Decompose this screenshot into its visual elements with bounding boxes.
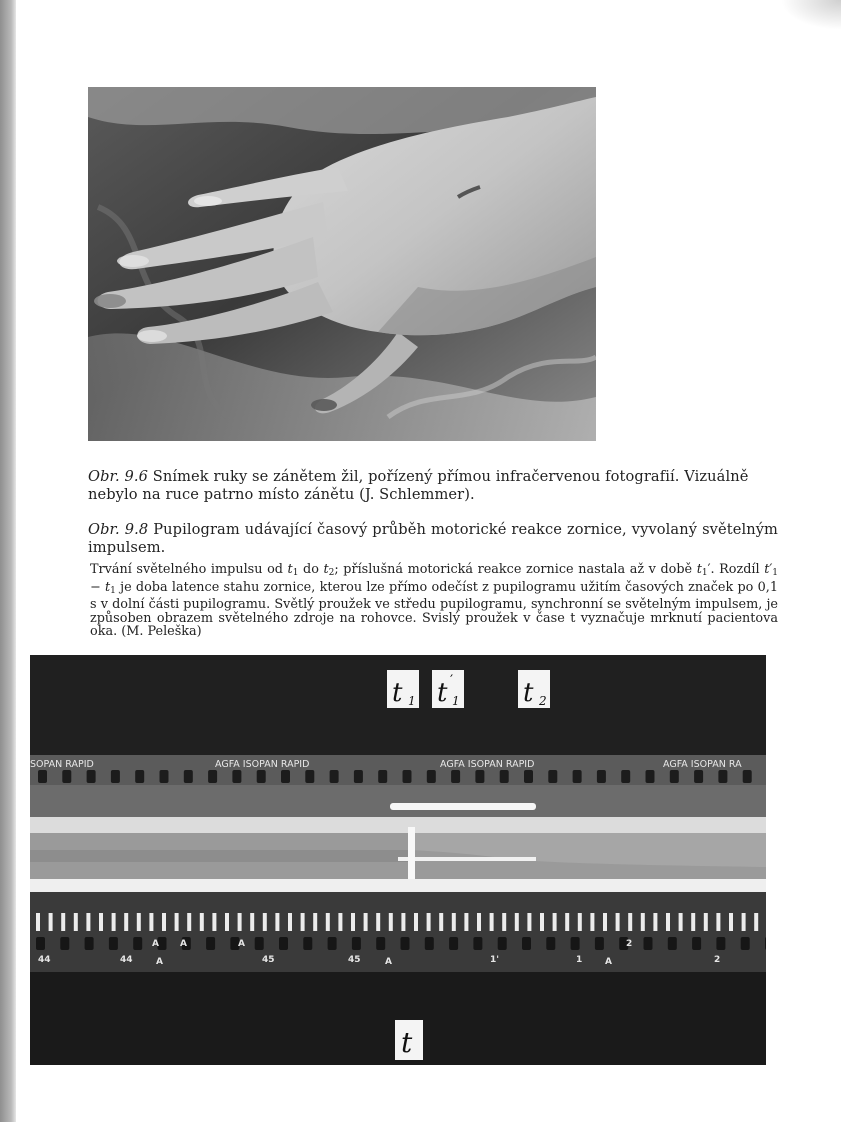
sprocket-hole bbox=[427, 770, 436, 783]
time-mark bbox=[515, 913, 519, 931]
sprocket-hole bbox=[670, 770, 679, 783]
frame-code: A bbox=[152, 939, 159, 949]
note-sub: 2 bbox=[328, 568, 335, 578]
sprocket-hole bbox=[500, 770, 509, 783]
time-mark bbox=[376, 913, 380, 931]
sprocket-hole bbox=[716, 937, 725, 950]
time-mark bbox=[137, 913, 141, 931]
frame-code: 44 bbox=[38, 955, 51, 965]
note-diff-mid: − t bbox=[90, 579, 111, 595]
sprocket-hole bbox=[548, 770, 557, 783]
time-mark bbox=[729, 913, 733, 931]
lower-timing-strip bbox=[30, 892, 766, 972]
time-mark bbox=[666, 913, 670, 931]
time-mark bbox=[351, 913, 355, 931]
sprocket-hole bbox=[208, 770, 217, 783]
time-mark bbox=[275, 913, 279, 931]
frame-code: A bbox=[605, 957, 612, 967]
time-mark bbox=[225, 913, 229, 931]
sprocket-hole bbox=[87, 770, 96, 783]
time-mark bbox=[754, 913, 758, 931]
sprocket-hole bbox=[111, 770, 120, 783]
time-mark bbox=[326, 913, 330, 931]
pupilogram-graphic bbox=[30, 655, 766, 1065]
time-mark bbox=[653, 913, 657, 931]
sprocket-hole bbox=[206, 937, 215, 950]
sprocket-hole bbox=[741, 937, 750, 950]
frame-code: 1' bbox=[490, 955, 500, 965]
frame-code: A bbox=[385, 957, 392, 967]
sprocket-hole bbox=[765, 937, 766, 950]
figure-9-8-caption-text: Pupilogram udávající časový průběh motorické reakce zornice, vyvolaný světelným impulsem. bbox=[88, 521, 778, 556]
time-mark bbox=[452, 913, 456, 931]
time-mark bbox=[212, 913, 216, 931]
time-mark bbox=[679, 913, 683, 931]
hand-infrared-photo bbox=[88, 87, 596, 441]
time-mark bbox=[742, 913, 746, 931]
sprocket-hole bbox=[451, 770, 460, 783]
time-mark bbox=[99, 913, 103, 931]
time-mark bbox=[49, 913, 53, 931]
time-mark bbox=[124, 913, 128, 931]
sprocket-hole bbox=[279, 937, 288, 950]
sprocket-hole bbox=[232, 770, 241, 783]
note-prime: ′ bbox=[707, 562, 711, 577]
time-mark bbox=[439, 913, 443, 931]
frame-code: 45 bbox=[262, 955, 275, 965]
sprocket-hole bbox=[378, 770, 387, 783]
marker-t1-prime-sub: 1 bbox=[452, 694, 460, 708]
sprocket-hole bbox=[498, 937, 507, 950]
figure-9-8-note bbox=[90, 563, 778, 639]
time-mark bbox=[313, 913, 317, 931]
figure-9-8-label: Obr. 9.8 bbox=[88, 521, 149, 538]
sprocket-hole bbox=[281, 770, 290, 783]
marker-t2-sub: 2 bbox=[539, 694, 547, 708]
film-edge-label-2: AGFA ISOPAN RAPID bbox=[215, 759, 310, 770]
note-text: Trvání světelného impulsu od bbox=[90, 562, 288, 577]
sprocket-hole bbox=[184, 770, 193, 783]
time-mark bbox=[162, 913, 166, 931]
time-mark bbox=[691, 913, 695, 931]
figure-9-6-caption-line2: nebylo na ruce patrno místo zánětu (J. Schlemmer). bbox=[88, 486, 475, 503]
time-mark bbox=[61, 913, 65, 931]
time-mark bbox=[414, 913, 418, 931]
time-mark bbox=[288, 913, 292, 931]
film-edge-label-3: AGFA ISOPAN RAPID bbox=[440, 759, 535, 770]
time-mark bbox=[149, 913, 153, 931]
note-text: je doba latence stahu zornice, kterou lze přímo odečíst z pupilogramu užitím časových značek po 0,1 s v dolní části pupilogramu. Světlý proužek ve středu pupilogramu, synchronní se světelným impulsem, je způsoben obrazem světelného zdroje na rohovce. Svislý proužek v čase t vyznačuje mrknutí pacientova oka. (M. Peleška) bbox=[90, 579, 778, 639]
sprocket-hole bbox=[597, 770, 606, 783]
time-mark bbox=[565, 913, 569, 931]
film-edge-label-4: AGFA ISOPAN RA bbox=[663, 759, 742, 770]
time-mark bbox=[477, 913, 481, 931]
time-mark bbox=[603, 913, 607, 931]
time-mark bbox=[200, 913, 204, 931]
figure-9-6-caption bbox=[88, 468, 778, 504]
sprocket-hole bbox=[85, 937, 94, 950]
figure-9-6-label: Obr. 9.6 bbox=[88, 468, 148, 485]
time-mark bbox=[540, 913, 544, 931]
time-mark bbox=[502, 913, 506, 931]
note-text: . bbox=[710, 562, 715, 577]
marker-t2: t bbox=[523, 678, 534, 708]
sprocket-hole bbox=[546, 937, 555, 950]
note-sub: 1 bbox=[110, 585, 116, 596]
sprocket-hole bbox=[743, 770, 752, 783]
note-sub: 1 bbox=[292, 568, 299, 578]
sprocket-hole bbox=[692, 937, 701, 950]
sprocket-hole bbox=[524, 770, 533, 783]
scan-corner-shadow bbox=[781, 0, 841, 30]
sprocket-hole bbox=[257, 770, 266, 783]
time-mark bbox=[578, 913, 582, 931]
sprocket-hole bbox=[135, 770, 144, 783]
frame-code: A bbox=[180, 939, 187, 949]
time-mark bbox=[338, 913, 342, 931]
time-mark bbox=[263, 913, 267, 931]
hand-photo-graphic bbox=[88, 87, 596, 441]
note-text: do bbox=[298, 562, 324, 577]
figure-9-6-caption-line1: Snímek ruky se zánětem žil, pořízený přímou infračervenou fotografií. Vizuálně bbox=[152, 468, 749, 485]
note-diff-expr: t′ bbox=[764, 562, 773, 577]
sprocket-hole bbox=[38, 770, 47, 783]
marker-t1-prime: t bbox=[437, 678, 448, 708]
time-mark bbox=[616, 913, 620, 931]
sprocket-hole bbox=[668, 937, 677, 950]
time-mark bbox=[527, 913, 531, 931]
time-mark bbox=[628, 913, 632, 931]
sprocket-hole bbox=[646, 770, 655, 783]
sprocket-hole bbox=[573, 770, 582, 783]
time-mark bbox=[553, 913, 557, 931]
time-mark bbox=[464, 913, 468, 931]
note-var-t2: t bbox=[323, 562, 329, 577]
light-stimulus-bar bbox=[390, 803, 536, 810]
sprocket-hole bbox=[305, 770, 314, 783]
sprocket-hole bbox=[328, 937, 337, 950]
frame-code: A bbox=[156, 957, 163, 967]
time-mark bbox=[86, 913, 90, 931]
sprocket-hole bbox=[403, 770, 412, 783]
note-text: Rozdíl bbox=[719, 562, 765, 577]
sprocket-hole bbox=[376, 937, 385, 950]
marker-t1-sub: 1 bbox=[408, 694, 416, 708]
time-mark bbox=[112, 913, 116, 931]
time-mark bbox=[238, 913, 242, 931]
frame-code: A bbox=[238, 939, 245, 949]
figure-9-8-caption bbox=[88, 521, 778, 557]
frame-code: 2 bbox=[714, 955, 721, 965]
frame-code: 1 bbox=[576, 955, 583, 965]
time-mark bbox=[401, 913, 405, 931]
film-edge-label-1: SOPAN RAPID bbox=[30, 759, 94, 770]
sprocket-hole bbox=[303, 937, 312, 950]
note-var-t1: t bbox=[287, 562, 293, 577]
frame-code: 2 bbox=[626, 939, 633, 949]
time-mark bbox=[427, 913, 431, 931]
time-mark bbox=[74, 913, 78, 931]
sprocket-hole bbox=[401, 937, 410, 950]
time-mark bbox=[175, 913, 179, 931]
sprocket-hole bbox=[644, 937, 653, 950]
scan-page-edge bbox=[0, 0, 16, 1122]
time-mark bbox=[187, 913, 191, 931]
pupilogram-film bbox=[30, 655, 766, 1065]
sprocket-hole bbox=[425, 937, 434, 950]
time-mark bbox=[641, 913, 645, 931]
marker-t1: t bbox=[392, 678, 403, 708]
sprocket-hole bbox=[694, 770, 703, 783]
time-mark bbox=[490, 913, 494, 931]
frame-code: 44 bbox=[120, 955, 133, 965]
sprocket-hole bbox=[354, 770, 363, 783]
sprocket-hole bbox=[60, 937, 69, 950]
note-var-t1-prime: t bbox=[696, 562, 702, 577]
note-sub: 1 bbox=[701, 568, 708, 578]
sprocket-hole bbox=[718, 770, 727, 783]
time-mark bbox=[716, 913, 720, 931]
note-text: ; příslušná motorická reakce zornice nastala až v době bbox=[334, 562, 697, 577]
sprocket-hole bbox=[571, 937, 580, 950]
note-sub: 1 bbox=[772, 568, 778, 578]
time-mark bbox=[590, 913, 594, 931]
corneal-reflection-strip bbox=[398, 857, 536, 861]
time-mark bbox=[36, 913, 40, 931]
marker-t1-prime-mark: ′ bbox=[450, 673, 454, 689]
sprocket-hole bbox=[475, 770, 484, 783]
time-mark bbox=[389, 913, 393, 931]
marker-t-blink: t bbox=[401, 1026, 413, 1059]
sprocket-hole bbox=[522, 937, 531, 950]
sprocket-hole bbox=[133, 937, 142, 950]
sprocket-hole bbox=[473, 937, 482, 950]
sprocket-hole bbox=[330, 770, 339, 783]
sprocket-hole bbox=[352, 937, 361, 950]
sprocket-hole bbox=[449, 937, 458, 950]
time-mark bbox=[250, 913, 254, 931]
sprocket-hole bbox=[160, 770, 169, 783]
sprocket-hole bbox=[595, 937, 604, 950]
time-mark bbox=[364, 913, 368, 931]
sprocket-hole bbox=[109, 937, 118, 950]
sprocket-hole bbox=[255, 937, 264, 950]
time-mark bbox=[301, 913, 305, 931]
sprocket-hole bbox=[36, 937, 45, 950]
frame-code: 45 bbox=[348, 955, 361, 965]
time-mark bbox=[704, 913, 708, 931]
sprocket-hole bbox=[621, 770, 630, 783]
sprocket-hole bbox=[62, 770, 71, 783]
